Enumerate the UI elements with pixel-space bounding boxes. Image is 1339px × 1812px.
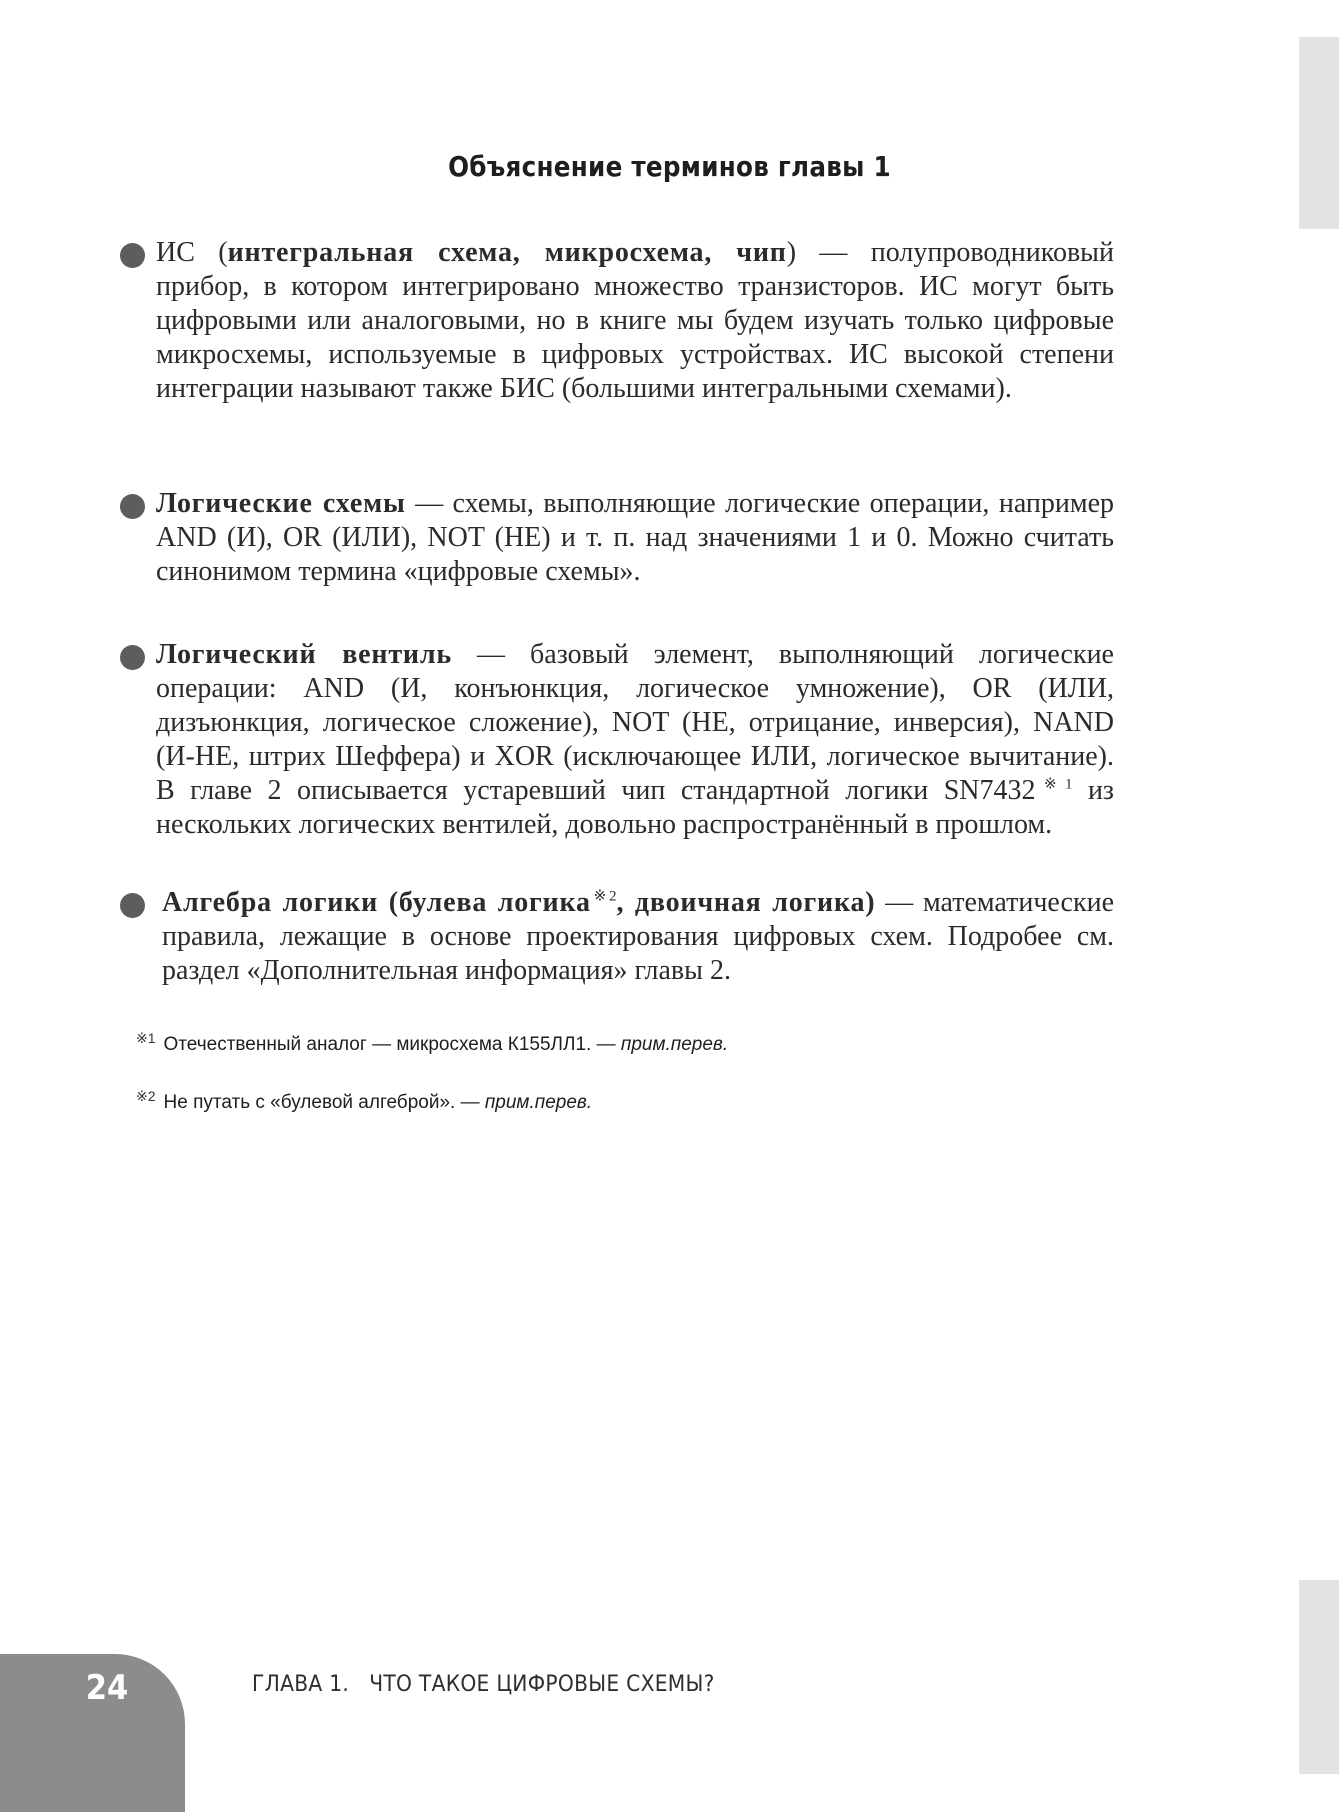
running-header: ГЛАВА 1. ЧТО ТАКОЕ ЦИФРОВЫЕ СХЕМЫ? xyxy=(252,1672,715,1697)
bullet-icon xyxy=(120,494,145,519)
thumb-tab-top xyxy=(1299,37,1339,229)
term-boolean-algebra xyxy=(120,886,1114,988)
bullet-icon xyxy=(120,243,145,268)
term-bold: Алгебра логики (булева логика xyxy=(162,887,591,918)
bullet-icon xyxy=(120,893,145,918)
term-bold: Логические схемы xyxy=(156,488,406,519)
term-text: Логический вентиль — базовый элемент, выполняющий логические операции: AND (И, конъюнкция, логическое умножение), OR (ИЛИ, дизъюнкция, логическое сложение), NOT (НЕ, отрицание, инверсия), NAND (И-НЕ, штрих Шеффера) и XOR (исключающее ИЛИ, логическое вычитание). В главе 2 описывается устаревший чип стандартной логики SN7432$^{※1}$ из нескольких логических вентилей, довольно распространённый в прошлом. xyxy=(156,639,1114,840)
term-bold: Логический вентиль xyxy=(156,639,452,670)
footnote-ref: ※2 xyxy=(590,888,617,905)
page-title: Объяснение терминов главы 1 xyxy=(448,150,891,183)
thumb-tab-bottom xyxy=(1299,1580,1339,1774)
footnote-2: $^{※2}$ Не путать с «булевой алгеброй». — прим.перев. xyxy=(136,1087,593,1113)
term-bold: интегральная схема, микросхема, чип xyxy=(227,237,787,268)
term-bold: , двоичная логика) xyxy=(616,887,876,918)
term-text: Алгебра логики (булева логика$^{※2}$, двоичная логика) — математические правила, лежащие в основе проектирования цифровых схем. Подробее см. раздел «Дополнительная информация» главы 2. xyxy=(162,887,1114,986)
term-logic-gate xyxy=(120,638,1114,842)
term-logic-circuits xyxy=(120,487,1114,589)
bullet-icon xyxy=(120,645,145,670)
term-text: Логические схемы — схемы, выполняющие логические операции, например AND (И), OR (ИЛИ), NOT (НЕ) и т. п. над значениями 1 и 0. Можно считать синонимом термина «цифровые схемы». xyxy=(156,488,1114,587)
footnote-ref: ※1 xyxy=(1035,776,1073,793)
footnote-1: $^{※1}$ Отечественный аналог — микросхема К155ЛЛ1. — прим.перев. xyxy=(136,1029,729,1055)
page-number: 24 xyxy=(85,1668,129,1708)
term-ic xyxy=(120,236,1114,406)
term-text: ИС (интегральная схема, микросхема, чип) — полупроводниковый прибор, в котором интегрировано множество транзисторов. ИС могут быть цифровыми или аналоговыми, но в книге мы будем изучать только цифровые микросхемы, используемые в цифровых устройствах. ИС высокой степени интеграции называют также БИС (большими интегральными схемами). xyxy=(156,237,1114,404)
